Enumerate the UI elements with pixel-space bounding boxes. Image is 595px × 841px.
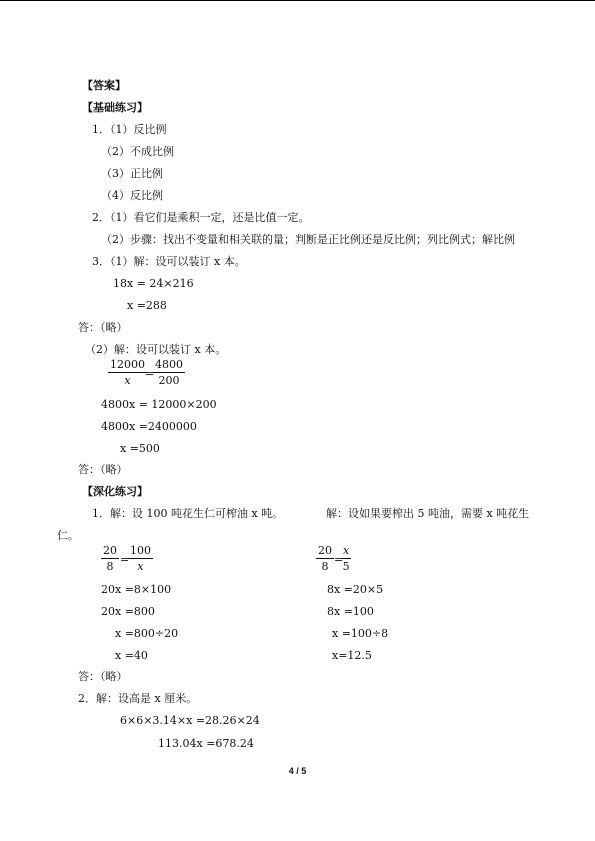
deep-q2-equation1: 6×6×3.14×x =28.26×24 xyxy=(120,714,260,727)
top-rule xyxy=(0,0,595,1)
basic-practice-heading: 【基础练习】 xyxy=(82,101,148,114)
deep-q1-right-equation4: x=12.5 xyxy=(332,649,372,662)
basic-q1-part2: （2）不成比例 xyxy=(101,145,174,158)
deep-q2-equation2: 113.04x =678.24 xyxy=(158,737,254,750)
fraction-12000-over-x xyxy=(108,359,147,387)
fraction-numerator: 12000 xyxy=(110,358,145,371)
fraction-numerator: x xyxy=(343,544,350,557)
equals-sign: = xyxy=(120,553,130,566)
fraction-numerator: 20 xyxy=(318,544,332,557)
fraction-denominator: 5 xyxy=(342,560,350,573)
deep-practice-heading: 【深化练习】 xyxy=(82,485,148,498)
basic-q3-equation1: 18x = 24×216 xyxy=(113,277,194,290)
basic-q2-part1: 2．（1）看它们是乘积一定，还是比值一定。 xyxy=(92,211,310,224)
fraction-numerator: 20 xyxy=(103,544,117,557)
fraction-numerator: 100 xyxy=(130,544,151,557)
deep-q1-right-equation3: x =100÷8 xyxy=(332,627,389,640)
deep-q1-right-wrap: 仁。 xyxy=(57,529,79,542)
deep-q1-left-intro: 1．解：设 100 吨花生仁可榨油 x 吨。 xyxy=(92,507,284,520)
deep-q1-right-intro: 解：设如果要榨出 5 吨油，需要 x 吨花生 xyxy=(326,507,530,520)
basic-q2-part2: （2）步骤：找出不变量和相关联的量；判断是正比例还是反比例；列比例式；解比例 xyxy=(101,233,515,246)
deep-q1-left-equation4: x =40 xyxy=(115,649,148,662)
fraction-numerator: 4800 xyxy=(155,358,183,371)
deep-q2-intro: 2．解：设高是 x 厘米。 xyxy=(78,692,198,705)
page-number: 4 / 5 xyxy=(288,766,307,776)
equals-sign: = xyxy=(145,367,155,380)
basic-q3-equation2: x =288 xyxy=(127,299,167,312)
fraction-denominator: x xyxy=(124,374,131,387)
basic-q3-equation4: 4800x =2400000 xyxy=(101,420,197,433)
basic-q1-part4: （4）反比例 xyxy=(101,189,163,202)
fraction-denominator: x xyxy=(137,560,144,573)
basic-q1-part1: 1．（1）反比例 xyxy=(92,123,167,136)
deep-q1-right-equation2: 8x =100 xyxy=(327,605,374,618)
fraction-20-over-8 xyxy=(316,545,334,573)
basic-q3-equation3: 4800x = 12000×200 xyxy=(101,398,217,411)
deep-q1-answer: 答：（略） xyxy=(78,670,128,683)
fraction-20-over-8 xyxy=(101,545,119,573)
basic-q3-equation5: x =500 xyxy=(120,442,160,455)
deep-q1-left-equation3: x =800÷20 xyxy=(115,627,179,640)
deep-q1-right-equation1: 8x =20×5 xyxy=(327,583,384,596)
basic-q3-answer2: 答：（略） xyxy=(78,463,128,476)
fraction-4800-over-200 xyxy=(153,359,185,387)
basic-q3-part2: （2）解：设可以装订 x 本。 xyxy=(85,343,227,356)
fraction-denominator: 8 xyxy=(106,560,114,573)
deep-q1-left-equation2: 20x =800 xyxy=(101,605,155,618)
equals-sign: = xyxy=(334,553,344,566)
answer-heading: 【答案】 xyxy=(82,79,126,92)
basic-q3-answer1: 答：（略） xyxy=(78,321,128,334)
basic-q1-part3: （3）正比例 xyxy=(101,167,163,180)
deep-q1-left-equation1: 20x =8×100 xyxy=(101,583,172,596)
basic-q3-part1: 3．（1）解：设可以装订 x 本。 xyxy=(92,255,246,268)
fraction-denominator: 8 xyxy=(321,560,329,573)
fraction-100-over-x xyxy=(128,545,153,573)
fraction-denominator: 200 xyxy=(158,374,180,387)
fraction-x-over-5 xyxy=(341,545,351,573)
